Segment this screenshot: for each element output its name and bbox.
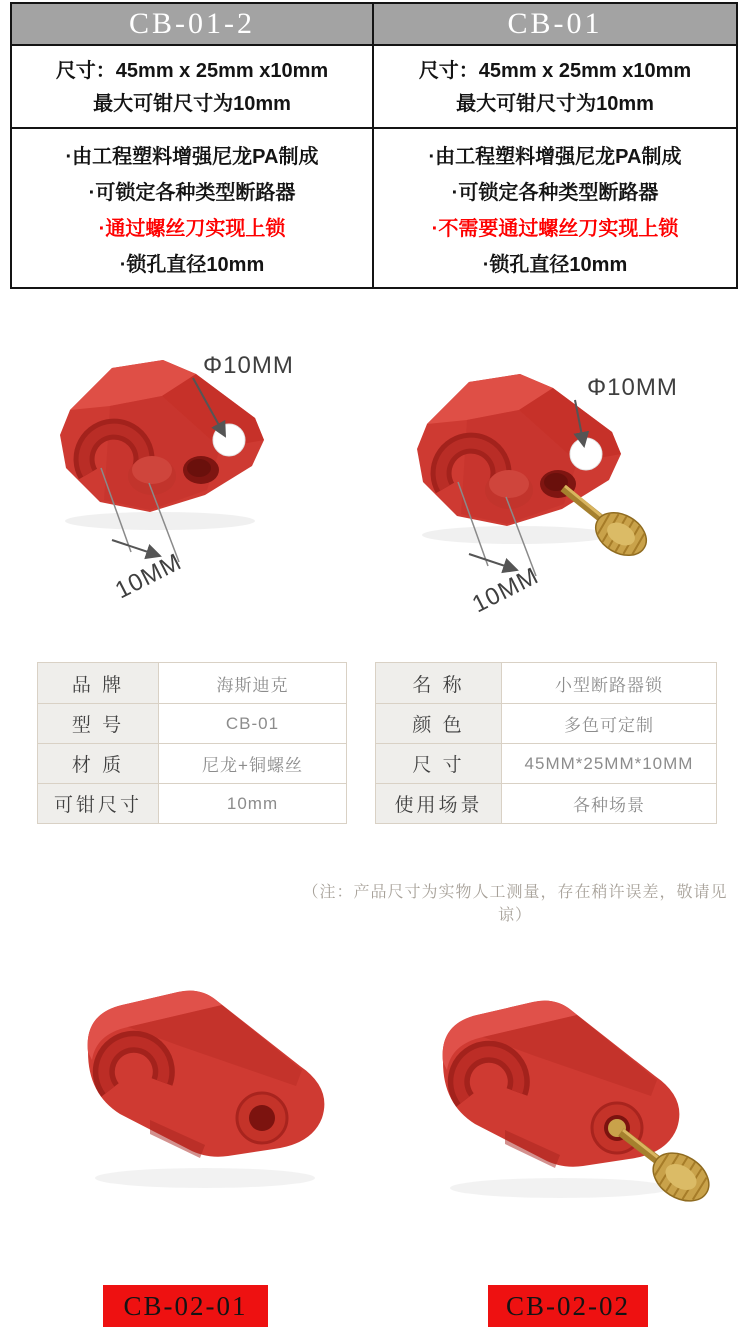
model-tag-cb-02-02: CB-02-02 [488,1285,648,1327]
spec-value: 10mm [159,783,346,823]
hole-diameter-label: Φ10MM [587,374,678,401]
features-cell-left [12,129,374,287]
spec-value: 尼龙+铜螺丝 [159,743,346,783]
red-lockout-body [60,360,264,530]
measure-arrow [469,554,517,570]
measurement-disclaimer-note: （注：产品尺寸为实物人工测量，存在稍许误差，敬请见谅） [302,884,728,924]
product-photo-cb-01 [375,290,750,625]
spec-value: 小型断路器锁 [555,675,663,695]
lockout-device-image [375,290,750,625]
red-lockout-body [88,991,325,1188]
measure-arrow [112,540,160,556]
lockout-device-image [375,950,750,1280]
lock-hole [213,424,245,456]
product-photo-cb-02-01 [0,950,375,1280]
brass-thumbscrew [563,486,654,564]
spec-label: 材 质 [38,743,159,783]
product-photo-cb-02-02 [375,950,750,1280]
spec-label: 尺 寸 [376,743,502,783]
spec-table-right [375,662,717,824]
product-photo-cb-01-2 [0,290,375,625]
size-cell-left [12,46,374,127]
feature-item: ·由工程塑料增强尼龙PA制成 [65,146,319,168]
comparison-size-row [12,46,736,129]
spec-value: 海斯迪克 [216,675,289,695]
lockout-device-image [0,950,375,1280]
feature-item-highlighted: ·通过螺丝刀实现上锁 [98,218,286,240]
features-cell-right [374,129,736,287]
size-line: 最大可钳尺寸为10mm [456,93,654,115]
spec-value: CB-01 [159,703,346,743]
spec-label: 品 牌 [38,663,159,703]
feature-item: ·由工程塑料增强尼龙PA制成 [428,146,682,168]
comparison-table [10,2,738,289]
spec-label: 名 称 [376,663,502,703]
lockout-device-image [0,290,375,625]
clamp-width-label: 10MM [467,562,544,619]
spec-value: 各种场景 [502,783,716,823]
model-tag-cb-02-01: CB-02-01 [103,1285,268,1327]
spec-label: 使用场景 [376,783,502,823]
lock-hole [249,1105,275,1131]
size-line: 最大可钳尺寸为10mm [93,93,291,115]
feature-item: ·锁孔直径10mm [482,254,628,276]
clamp-width-label: 10MM [110,548,187,605]
feature-item-highlighted: ·不需要通过螺丝刀实现上锁 [431,218,679,240]
feature-item: ·可锁定各种类型断路器 [88,182,296,204]
spec-label: 颜 色 [376,703,502,743]
size-line: 尺寸：45mm x 25mm x10mm [418,60,692,82]
spec-table-left [37,662,347,824]
model-header-cb-01-2: CB-01-2 [12,4,374,44]
hole-diameter-label: Φ10MM [203,352,294,379]
spec-value: 45MM*25MM*10MM [502,743,716,783]
size-cell-right [374,46,736,127]
spec-label: 可钳尺寸 [38,783,159,823]
size-line: 尺寸：45mm x 25mm x10mm [55,60,329,82]
spec-value: 多色可定制 [502,703,716,743]
feature-item: ·可锁定各种类型断路器 [451,182,659,204]
comparison-features-row [12,129,736,287]
feature-item: ·锁孔直径10mm [119,254,265,276]
comparison-header-row [12,4,736,46]
spec-label: 型 号 [38,703,159,743]
model-header-cb-01: CB-01 [374,4,736,44]
